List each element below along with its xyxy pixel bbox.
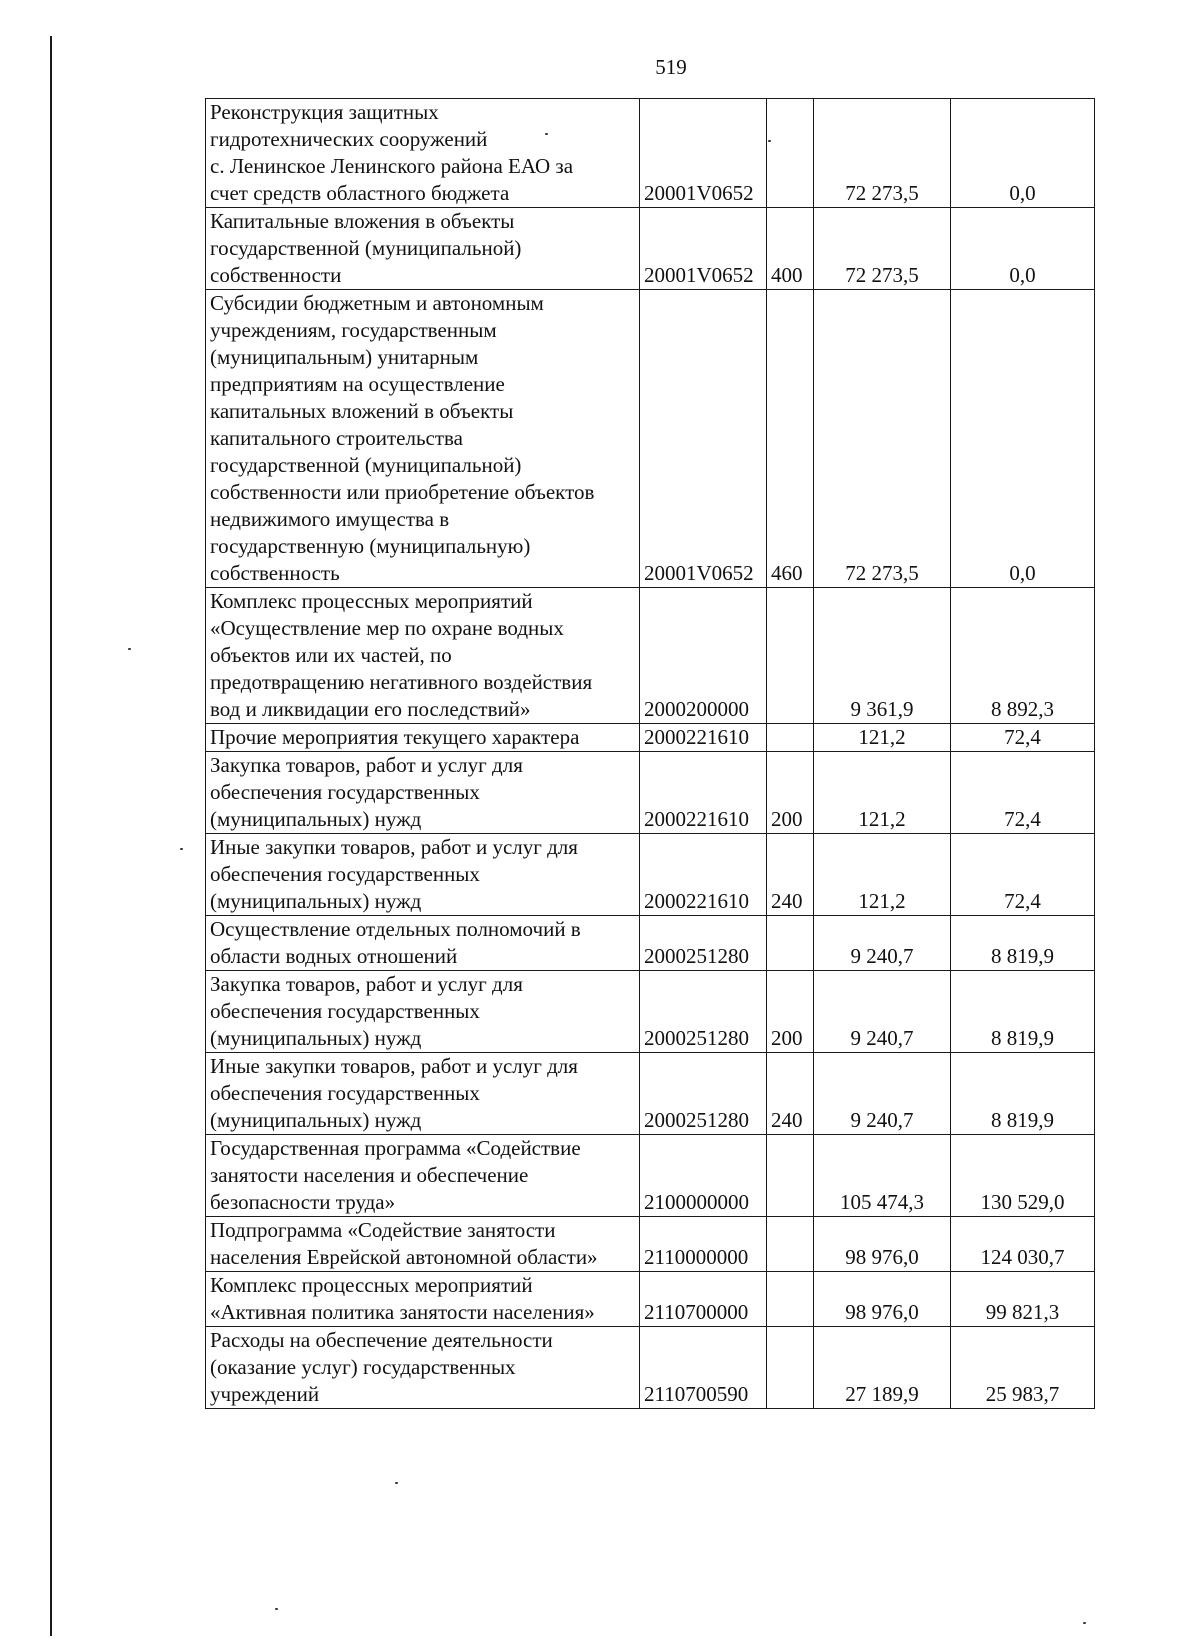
row-code-cell: 2000251280 [640, 1053, 767, 1135]
row-value-2-cell: 72,4 [951, 724, 1095, 752]
row-code-cell: 2000221610 [640, 752, 767, 834]
row-value-1-cell: 121,2 [814, 752, 951, 834]
row-value-2-cell: 99 821,3 [951, 1272, 1095, 1327]
table-row-11 [206, 1135, 1095, 1217]
row-name-text: Подпрограмма «Содействие занятости населения Еврейской автономной области» [210, 1218, 598, 1269]
row-name-cell [206, 1217, 640, 1272]
row-code-cell: 2100000000 [640, 1135, 767, 1217]
row-name-cell [206, 588, 640, 724]
row-name-text: Закупка товаров, работ и услуг для обеспечения государственных (муниципальных) нужд [210, 972, 523, 1050]
row-code-cell: 2000251280 [640, 971, 767, 1053]
table-row-10 [206, 1053, 1095, 1135]
row-value-1-cell: 9 240,7 [814, 1053, 951, 1135]
row-name-text: Закупка товаров, работ и услуг для обеспечения государственных (муниципальных) нужд [210, 753, 523, 831]
row-code-cell: 2110700590 [640, 1327, 767, 1409]
row-name-cell [206, 1327, 640, 1409]
row-expense-type-cell: 460 [767, 290, 814, 588]
scan-speck [545, 133, 548, 135]
budget-table-body [206, 99, 1095, 1409]
row-name-text: Государственная программа «Содействие занятости населения и обеспечение безопасности труда» [210, 1136, 581, 1214]
row-expense-type-cell [767, 588, 814, 724]
row-value-1-cell: 72 273,5 [814, 208, 951, 290]
row-code-cell: 2000221610 [640, 834, 767, 916]
row-name-cell [206, 290, 640, 588]
table-row-8 [206, 916, 1095, 971]
row-value-2-cell: 124 030,7 [951, 1217, 1095, 1272]
row-name-cell [206, 1272, 640, 1327]
row-name-cell [206, 971, 640, 1053]
table-row-6 [206, 752, 1095, 834]
row-expense-type-cell [767, 724, 814, 752]
row-value-1-cell: 27 189,9 [814, 1327, 951, 1409]
row-name-text: Иные закупки товаров, работ и услуг для обеспечения государственных (муниципальных) нужд [210, 835, 578, 913]
row-code-cell: 2110000000 [640, 1217, 767, 1272]
row-code-cell: 2110700000 [640, 1272, 767, 1327]
table-row-12 [206, 1217, 1095, 1272]
row-value-2-cell: 8 892,3 [951, 588, 1095, 724]
row-value-2-cell: 0,0 [951, 290, 1095, 588]
page-number: 519 [655, 55, 687, 79]
row-name-text: Субсидии бюджетным и автономным учреждениям, государственным (муниципальным) унитарным предприятиям на осуществление капитальных вложений в объекты капитального строительства государственной (муниципальной) собственности или приобретение объектов недвижимого имущества в государственную (муниципальную) собственность [210, 291, 595, 585]
row-value-1-cell: 121,2 [814, 724, 951, 752]
row-name-cell [206, 208, 640, 290]
row-name-cell [206, 752, 640, 834]
row-value-2-cell: 8 819,9 [951, 916, 1095, 971]
row-value-1-cell: 9 240,7 [814, 971, 951, 1053]
row-code-cell: 2000251280 [640, 916, 767, 971]
row-expense-type-cell: 240 [767, 834, 814, 916]
row-expense-type-cell [767, 99, 814, 208]
row-code-cell: 20001V0652 [640, 99, 767, 208]
table-row-4 [206, 588, 1095, 724]
row-value-2-cell: 0,0 [951, 208, 1095, 290]
scan-speck [275, 1608, 278, 1610]
row-expense-type-cell [767, 1327, 814, 1409]
table-row-13 [206, 1272, 1095, 1327]
row-name-cell [206, 1053, 640, 1135]
row-value-2-cell: 0,0 [951, 99, 1095, 208]
row-name-text: Комплекс процессных мероприятий «Активная политика занятости населения» [210, 1273, 595, 1324]
row-value-1-cell: 98 976,0 [814, 1217, 951, 1272]
row-expense-type-cell: 240 [767, 1053, 814, 1135]
table-row-1 [206, 99, 1095, 208]
budget-table [205, 98, 1095, 1409]
row-name-text: Капитальные вложения в объекты государственной (муниципальной) собственности [210, 209, 522, 287]
row-code-cell: 2000221610 [640, 724, 767, 752]
row-expense-type-cell [767, 916, 814, 971]
row-name-cell [206, 834, 640, 916]
row-value-2-cell: 8 819,9 [951, 1053, 1095, 1135]
row-value-1-cell: 9 361,9 [814, 588, 951, 724]
row-name-cell [206, 99, 640, 208]
row-code-cell: 20001V0652 [640, 290, 767, 588]
row-expense-type-cell: 200 [767, 971, 814, 1053]
row-value-2-cell: 130 529,0 [951, 1135, 1095, 1217]
row-code-cell: 2000200000 [640, 588, 767, 724]
scan-speck [128, 648, 131, 650]
row-expense-type-cell [767, 1217, 814, 1272]
row-value-1-cell: 121,2 [814, 834, 951, 916]
row-value-1-cell: 72 273,5 [814, 290, 951, 588]
row-name-cell [206, 724, 640, 752]
scan-speck [1083, 1622, 1086, 1624]
table-row-2 [206, 208, 1095, 290]
scan-speck [180, 848, 183, 850]
row-name-text: Прочие мероприятия текущего характера [210, 725, 580, 749]
binding-edge-line [50, 36, 52, 1636]
row-name-text: Расходы на обеспечение деятельности (оказание услуг) государственных учреждений [210, 1328, 553, 1406]
row-name-text: Комплекс процессных мероприятий «Осуществление мер по охране водных объектов или их частей, по предотвращению негативного воздействия вод и ликвидации его последствий» [210, 589, 593, 721]
row-code-cell: 20001V0652 [640, 208, 767, 290]
row-name-text: Иные закупки товаров, работ и услуг для обеспечения государственных (муниципальных) нужд [210, 1054, 578, 1132]
scan-speck [395, 1482, 398, 1484]
table-row-7 [206, 834, 1095, 916]
table-row-9 [206, 971, 1095, 1053]
row-name-cell [206, 1135, 640, 1217]
table-row-3 [206, 290, 1095, 588]
row-value-2-cell: 8 819,9 [951, 971, 1095, 1053]
row-value-2-cell: 72,4 [951, 834, 1095, 916]
table-row-14 [206, 1327, 1095, 1409]
row-expense-type-cell [767, 1135, 814, 1217]
row-expense-type-cell: 200 [767, 752, 814, 834]
row-name-text: Реконструкция защитных гидротехнических сооружений с. Ленинское Ленинского района ЕАО за счет средств областного бюджета [210, 100, 574, 205]
row-name-cell [206, 916, 640, 971]
row-expense-type-cell [767, 1272, 814, 1327]
row-value-1-cell: 98 976,0 [814, 1272, 951, 1327]
row-value-2-cell: 25 983,7 [951, 1327, 1095, 1409]
row-value-1-cell: 72 273,5 [814, 99, 951, 208]
row-expense-type-cell: 400 [767, 208, 814, 290]
row-value-2-cell: 72,4 [951, 752, 1095, 834]
row-value-1-cell: 105 474,3 [814, 1135, 951, 1217]
scan-speck [768, 140, 771, 142]
row-value-1-cell: 9 240,7 [814, 916, 951, 971]
table-row-5 [206, 724, 1095, 752]
row-name-text: Осуществление отдельных полномочий в области водных отношений [210, 917, 581, 968]
